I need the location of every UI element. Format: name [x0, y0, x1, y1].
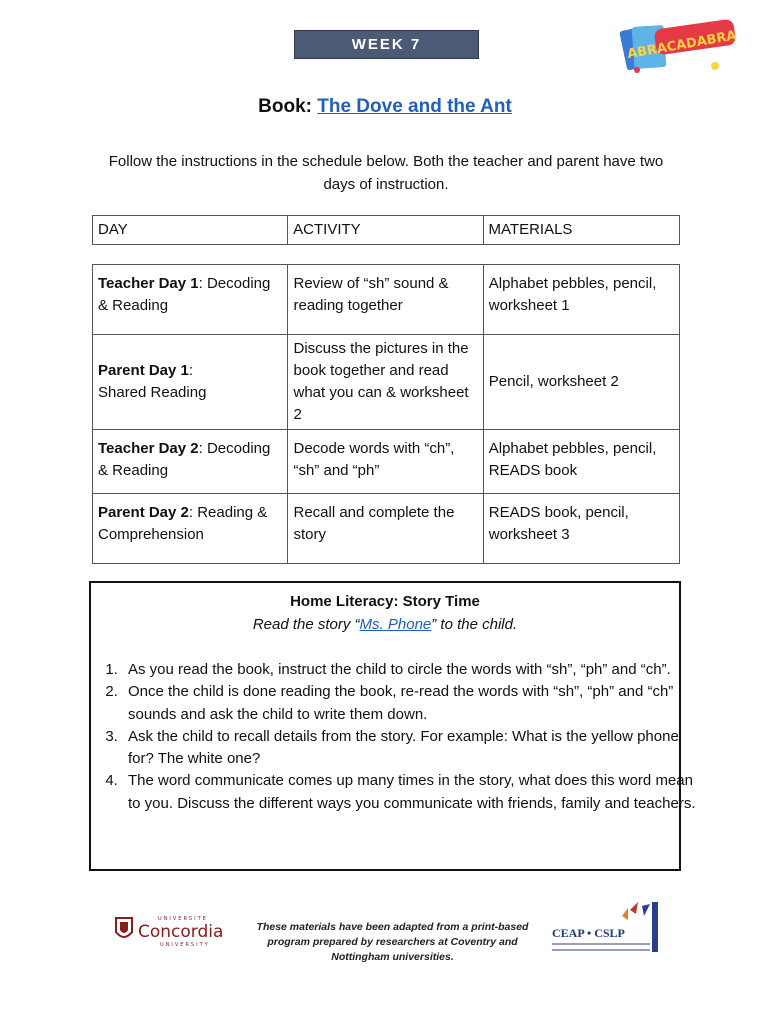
header-day: DAY — [93, 216, 288, 245]
svg-text:ABRACADABRA: ABRACADABRA — [626, 28, 738, 63]
footer-note: These materials have been adapted from a print-based program prepared by researchers at Coventry and Nottingham universities. — [256, 921, 529, 963]
abracadabra-logo — [615, 18, 740, 78]
day-cell: Teacher Day 1: Decoding & Reading — [93, 265, 288, 335]
table-row — [93, 494, 680, 564]
story-link[interactable]: Ms. Phone — [359, 616, 432, 633]
table-row — [93, 335, 680, 430]
activity-cell: Decode words with “ch”, “sh” and “ph” — [288, 430, 483, 494]
day-cell: Teacher Day 2: Decoding & Reading — [93, 430, 288, 494]
header-materials: MATERIALS — [483, 216, 679, 245]
book-title-link[interactable]: The Dove and the Ant — [317, 96, 512, 117]
header-activity: ACTIVITY — [288, 216, 483, 245]
literacy-title: Home Literacy: Story Time — [290, 593, 480, 610]
list-item: 1. As you read the book, instruct the child to circle the words with “sh”, “ph” and “ch”. — [122, 659, 702, 681]
day-cell: Parent Day 1: Shared Reading — [93, 335, 288, 430]
concordia-name: Concordia — [138, 922, 224, 942]
literacy-subtitle: Read the story “Ms. Phone” to the child. — [252, 616, 518, 633]
materials-cell: Alphabet pebbles, pencil, worksheet 1 — [483, 265, 679, 335]
week-banner: WEEK 7 — [294, 30, 479, 59]
schedule-header — [92, 215, 680, 245]
home-literacy-box — [89, 581, 696, 871]
concordia-top-text: UNIVERSITE — [158, 916, 208, 922]
concordia-logo — [112, 912, 237, 948]
materials-cell: READS book, pencil, worksheet 3 — [483, 494, 679, 564]
table-row — [93, 265, 680, 335]
materials-cell: Alphabet pebbles, pencil, READS book — [483, 430, 679, 494]
activity-cell: Review of “sh” sound & reading together — [288, 265, 483, 335]
list-item: 4. The word communicate comes up many times in the story, what does this word mean to you. Discuss the different ways you communicate with friends, family and teachers. — [122, 770, 702, 815]
book-label: Book: — [258, 96, 312, 117]
day-cell: Parent Day 2: Reading & Comprehension — [93, 494, 288, 564]
schedule-table — [92, 264, 680, 564]
activity-cell: Recall and complete the story — [288, 494, 483, 564]
materials-cell: Pencil, worksheet 2 — [483, 335, 679, 430]
literacy-steps — [99, 659, 702, 815]
book-title — [0, 96, 770, 118]
list-item: 2. Once the child is done reading the book, re-read the words with “sh”, “ph” and “ch” sounds and ask the child to write them down. — [122, 681, 702, 726]
ceap-text: CEAP • CSLP — [552, 926, 625, 940]
intro-text: Follow the instructions in the schedule below. Both the teacher and parent have two days of instruction. — [108, 153, 664, 193]
list-item: 3. Ask the child to recall details from the story. For example: What is the yellow phone for? The white one? — [122, 726, 702, 771]
concordia-bottom-text: UNIVERSITY — [160, 942, 210, 948]
table-row — [93, 430, 680, 494]
activity-cell: Discuss the pictures in the book together and read what you can & worksheet 2 — [288, 335, 483, 430]
